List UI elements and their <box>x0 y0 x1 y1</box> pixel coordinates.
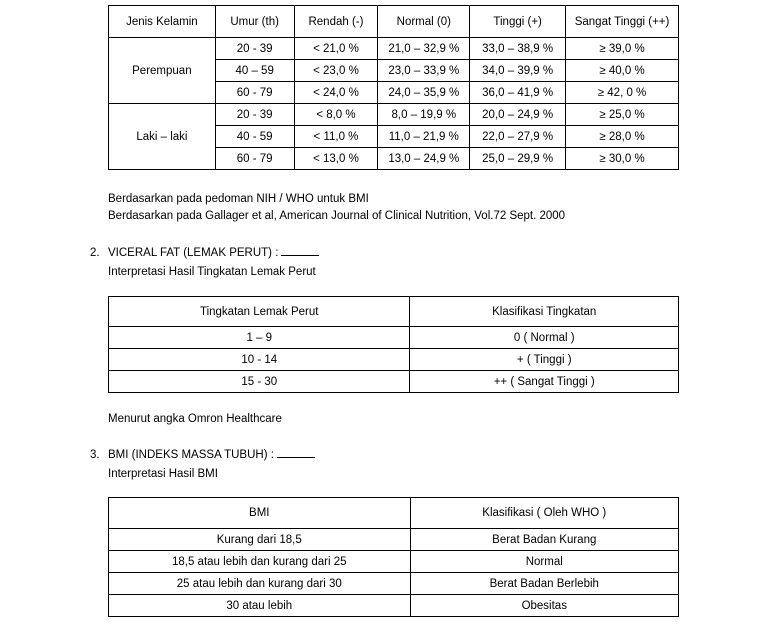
body-fat-table <box>108 5 679 170</box>
table-cell: Berat Badan Berlebih <box>410 573 678 595</box>
section-title: BMI (INDEKS MASSA TUBUH) : <box>108 449 274 461</box>
table-cell: ≥ 25,0 % <box>566 104 679 126</box>
section-heading <box>90 245 319 259</box>
table-cell: Obesitas <box>410 595 678 617</box>
table-cell: 25,0 – 29,9 % <box>470 148 566 170</box>
column-header: Jenis Kelamin <box>109 6 216 38</box>
section-title: VICERAL FAT (LEMAK PERUT) : <box>108 247 279 259</box>
section-subtitle: Interpretasi Hasil BMI <box>108 468 218 480</box>
section-number: 2. <box>90 247 100 259</box>
table-cell: < 21,0 % <box>294 38 378 60</box>
table-row <box>109 371 679 393</box>
column-header: Tingkatan Lemak Perut <box>109 297 410 327</box>
table-cell: 8,0 – 19,9 % <box>378 104 470 126</box>
section-number: 3. <box>90 449 100 461</box>
table-cell: < 8,0 % <box>294 104 378 126</box>
visceral-fat-table <box>108 296 679 393</box>
table-row <box>109 551 679 573</box>
table-cell: Berat Badan Kurang <box>410 529 678 551</box>
section-subtitle: Interpretasi Hasil Tingkatan Lemak Perut <box>108 266 316 278</box>
table-cell: 13,0 – 24,9 % <box>378 148 470 170</box>
table-cell: 0 ( Normal ) <box>410 327 679 349</box>
column-header: Rendah (-) <box>294 6 378 38</box>
reference-note: Berdasarkan pada Gallager et al, American Journal of Clinical Nutrition, Vol.72 Sept. 2000 <box>108 210 566 222</box>
table-cell: 36,0 – 41,9 % <box>470 82 566 104</box>
table-cell: < 11,0 % <box>294 126 378 148</box>
column-header: Tinggi (+) <box>470 6 566 38</box>
table-cell: 22,0 – 27,9 % <box>470 126 566 148</box>
table-cell: ≥ 28,0 % <box>566 126 679 148</box>
table-cell: ++ ( Sangat Tinggi ) <box>410 371 679 393</box>
column-header: BMI <box>109 498 411 529</box>
table-cell: 25 atau lebih dan kurang dari 30 <box>109 573 411 595</box>
table-row <box>109 529 679 551</box>
table-row <box>109 573 679 595</box>
table-cell: 11,0 – 21,9 % <box>378 126 470 148</box>
reference-note: Berdasarkan pada pedoman NIH / WHO untuk BMI <box>108 193 369 205</box>
table-row <box>109 327 679 349</box>
table-cell: 1 – 9 <box>109 327 410 349</box>
table-cell: 10 - 14 <box>109 349 410 371</box>
table-cell: 20 - 39 <box>215 38 294 60</box>
column-header: Sangat Tinggi (++) <box>566 6 679 38</box>
gender-cell: Perempuan <box>109 38 216 104</box>
table-cell: < 23,0 % <box>294 60 378 82</box>
table-header-row <box>109 498 679 529</box>
column-header: Umur (th) <box>215 6 294 38</box>
table-cell: < 13,0 % <box>294 148 378 170</box>
reference-note: Menurut angka Omron Healthcare <box>108 413 282 425</box>
table-cell: 18,5 atau lebih dan kurang dari 25 <box>109 551 411 573</box>
answer-blank <box>277 447 315 458</box>
table-cell: 33,0 – 38,9 % <box>470 38 566 60</box>
table-cell: ≥ 40,0 % <box>566 60 679 82</box>
table-cell: 23,0 – 33,9 % <box>378 60 470 82</box>
table-header-row <box>109 297 679 327</box>
table-cell: 40 - 59 <box>215 126 294 148</box>
table-cell: 21,0 – 32,9 % <box>378 38 470 60</box>
gender-cell: Laki – laki <box>109 104 216 170</box>
table-cell: 60 - 79 <box>215 148 294 170</box>
table-cell: 34,0 – 39,9 % <box>470 60 566 82</box>
column-header: Klasifikasi ( Oleh WHO ) <box>410 498 678 529</box>
table-cell: 30 atau lebih <box>109 595 411 617</box>
table-cell: 40 – 59 <box>215 60 294 82</box>
table-cell: < 24,0 % <box>294 82 378 104</box>
answer-blank <box>281 245 319 256</box>
table-cell: 24,0 – 35,9 % <box>378 82 470 104</box>
table-cell: 60 - 79 <box>215 82 294 104</box>
table-cell: ≥ 42, 0 % <box>566 82 679 104</box>
table-cell: ≥ 39,0 % <box>566 38 679 60</box>
table-cell: 20,0 – 24,9 % <box>470 104 566 126</box>
table-row <box>109 349 679 371</box>
table-cell: 20 - 39 <box>215 104 294 126</box>
table-cell: Normal <box>410 551 678 573</box>
table-cell: + ( Tinggi ) <box>410 349 679 371</box>
table-header-row <box>109 6 679 38</box>
column-header: Normal (0) <box>378 6 470 38</box>
table-cell: 15 - 30 <box>109 371 410 393</box>
table-row <box>109 104 679 126</box>
table-row <box>109 595 679 617</box>
table-row <box>109 38 679 60</box>
table-cell: ≥ 30,0 % <box>566 148 679 170</box>
section-heading <box>90 447 315 461</box>
table-cell: Kurang dari 18,5 <box>109 529 411 551</box>
column-header: Klasifikasi Tingkatan <box>410 297 679 327</box>
bmi-table <box>108 497 679 617</box>
